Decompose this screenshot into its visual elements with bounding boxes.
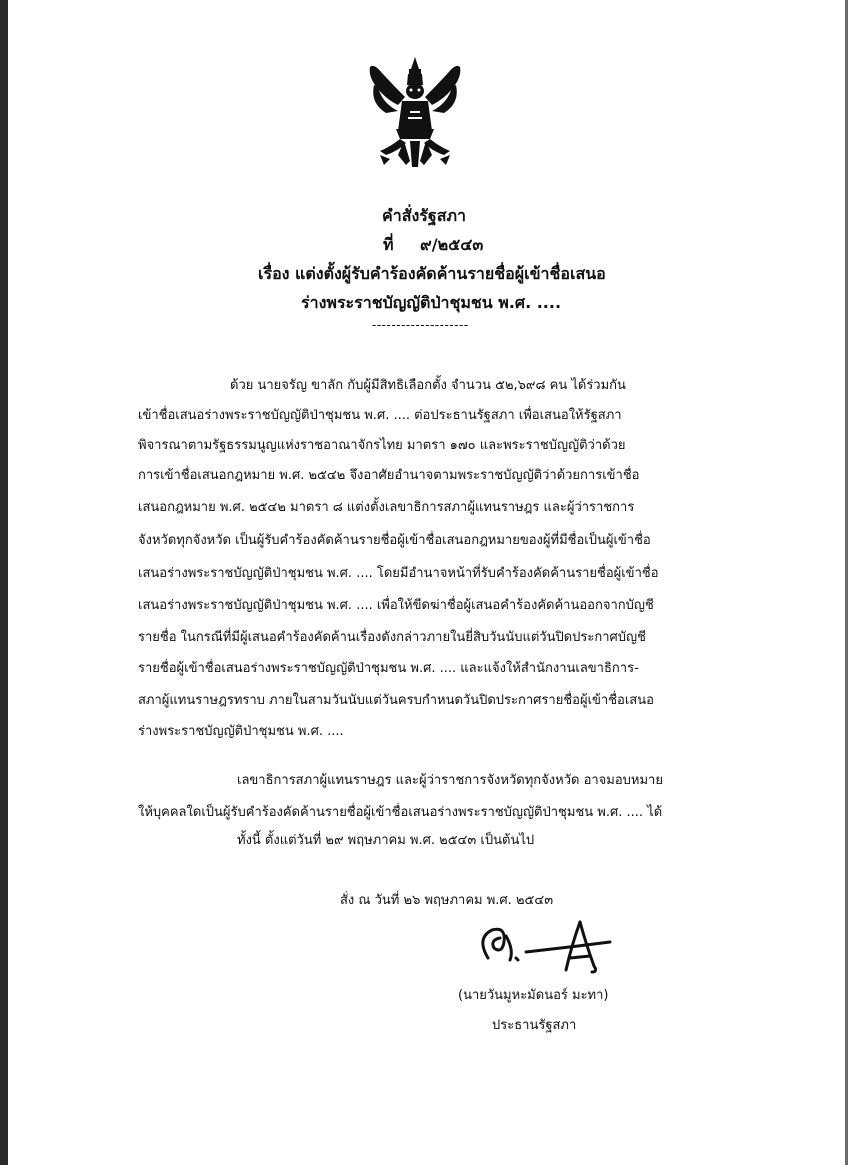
- paragraph-1-line: รายชื่อผู้เข้าชื่อเสนอร่างพระราชบัญญัติป่าชุมชน พ.ศ. .... และแจ้งให้สำนักงานเลขาธิการ-: [138, 661, 639, 676]
- paragraph-1-line: เสนอร่างพระราชบัญญัติป่าชุมชน พ.ศ. .... เพื่อให้ขีดฆ่าชื่อผู้เสนอคำร้องคัดค้านออกจากบัญชี: [138, 598, 654, 613]
- paragraph-1-line: จังหวัดทุกจังหวัด เป็นผู้รับคำร้องคัดค้านรายชื่อผู้เข้าชื่อเสนอกฎหมายของผู้ที่มีชื่อเป็นผู้เข้าชื่อ: [138, 533, 651, 548]
- handwritten-signature-icon: [470, 916, 620, 976]
- paragraph-1-line: เข้าชื่อเสนอร่างพระราชบัญญัติป่าชุมชน พ.ศ. .... ต่อประธานรัฐสภา เพื่อเสนอให้รัฐสภา: [138, 408, 622, 423]
- left-scan-border: [0, 0, 8, 1165]
- paragraph-1-line: เสนอกฎหมาย พ.ศ. ๒๕๔๒ มาตรา ๘ แต่งตั้งเลขาธิการสภาผู้แทนราษฎร และผู้ว่าราชการ: [138, 500, 635, 515]
- document-subject-line-2: ร่างพระราชบัญญัติป่าชุมชน พ.ศ. ....: [301, 293, 562, 312]
- signer-position: ประธานรัฐสภา: [492, 1018, 577, 1033]
- paragraph-1-line: เสนอร่างพระราชบัญญัติป่าชุมชน พ.ศ. .... โดยมีอำนาจหน้าที่รับคำร้องคัดค้านรายชื่อผู้เข้าชื่อ: [138, 566, 659, 581]
- header-divider: --------------------: [372, 318, 469, 332]
- signature-date: สั่ง ณ วันที่ ๒๖ พฤษภาคม พ.ศ. ๒๕๔๓: [340, 893, 554, 908]
- document-title: คำสั่งรัฐสภา: [382, 206, 466, 225]
- document-number: ๙/๒๕๔๓: [420, 235, 484, 254]
- document-subject-line-1: เรื่อง แต่งตั้งผู้รับคำร้องคัดค้านรายชื่อผู้เข้าชื่อเสนอ: [258, 264, 606, 283]
- paragraph-2-line: เลขาธิการสภาผู้แทนราษฎร และผู้ว่าราชการจังหวัดทุกจังหวัด อาจมอบหมาย: [237, 773, 663, 788]
- paragraph-2-line: ให้บุคคลใดเป็นผู้รับคำร้องคัดค้านรายชื่อผู้เข้าชื่อเสนอร่างพระราชบัญญัติป่าชุมชน พ.ศ. .... ได้: [138, 805, 663, 820]
- paragraph-1-line: รายชื่อ ในกรณีที่มีผู้เสนอคำร้องคัดค้านเรื่องดังกล่าวภายในยี่สิบวันนับแต่วันปิดประกาศบัญชี: [138, 630, 646, 645]
- paragraph-1-line: สภาผู้แทนราษฎรทราบ ภายในสามวันนับแต่วันครบกำหนดวันปิดประกาศรายชื่อผู้เข้าชื่อเสนอ: [138, 693, 654, 708]
- paragraph-1-line: ร่างพระราชบัญญัติป่าชุมชน พ.ศ. ....: [138, 724, 344, 739]
- signer-name: (นายวันมูหะมัดนอร์ มะทา): [458, 988, 609, 1003]
- paragraph-1-line: การเข้าชื่อเสนอกฎหมาย พ.ศ. ๒๕๔๒ จึงอาศัยอำนาจตามพระราชบัญญัติว่าด้วยการเข้าชื่อ: [138, 468, 640, 483]
- document-number-label: ที่: [383, 235, 394, 254]
- paragraph-1-line: ด้วย นายจรัญ ขาลัก กับผู้มีสิทธิเลือกตั้ง จำนวน ๕๒,๖๙๘ คน ได้ร่วมกัน: [230, 378, 626, 393]
- paragraph-2-line: ทั้งนี้ ตั้งแต่วันที่ ๒๙ พฤษภาคม พ.ศ. ๒๕๔๓ เป็นต้นไป: [237, 833, 535, 848]
- garuda-emblem-icon: [360, 55, 470, 175]
- paragraph-1-line: พิจารณาตามรัฐธรรมนูญแห่งราชอาณาจักรไทย มาตรา ๑๗๐ และพระราชบัญญัติว่าด้วย: [138, 438, 626, 453]
